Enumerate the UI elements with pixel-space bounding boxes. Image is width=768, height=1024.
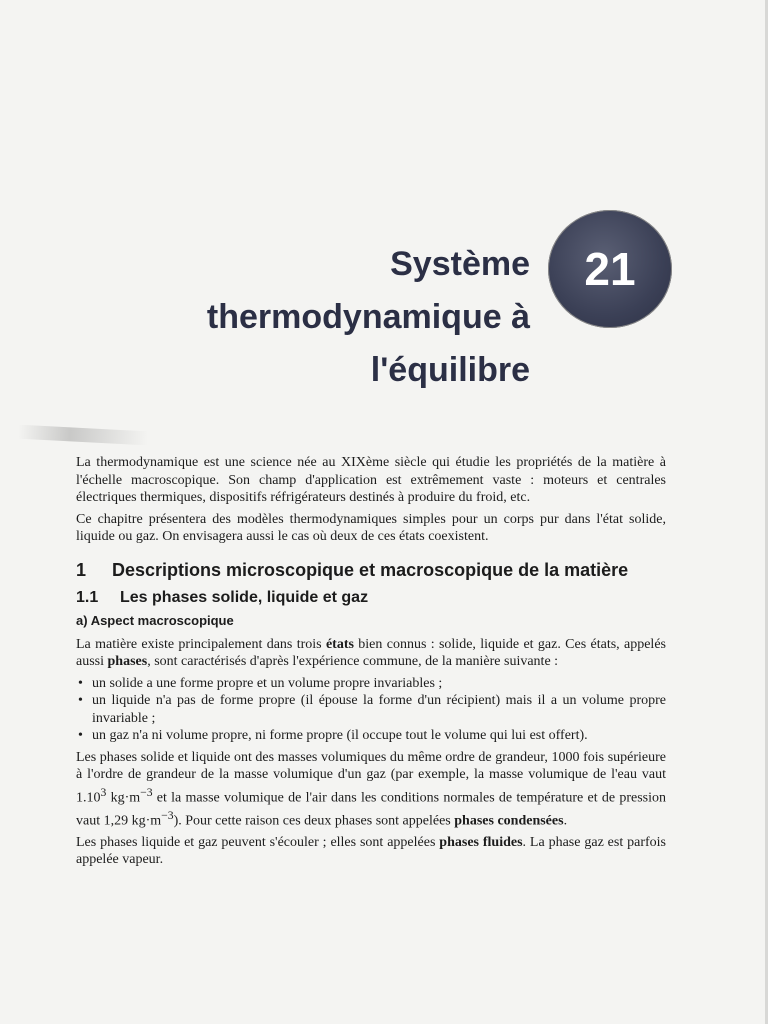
chapter-title-line-3: l'équilibre <box>370 351 530 389</box>
text-run: . La phase gaz est parfois appelée vapeur. <box>76 834 666 868</box>
section-1-number: 1 <box>76 559 87 580</box>
text-run: kg·m <box>106 790 141 806</box>
section-1-title: Descriptions microscopique et macroscopique de la matière <box>112 559 629 580</box>
text-run: Les phases solide et liquide ont des masses volumiques du même ordre de grandeur, 1000 fois supérieure à l'ordre de grandeur de la masse volumique d'un gaz (par exemple, la masse volumique de l'eau vaut 1.10 <box>76 749 666 806</box>
chapter-title <box>207 238 530 397</box>
body-paragraph-1 <box>76 636 666 671</box>
section-1-1-title: Les phases solide, liquide et gaz <box>120 588 369 606</box>
chapter-title-line-2: thermodynamique à <box>206 298 530 336</box>
text-run: Les phases liquide et gaz peuvent s'écouler ; elles sont appelées <box>76 834 440 850</box>
intro-paragraph-1: La thermodynamique est une science née au XIXème siècle qui étudie les propriétés de la matière à l'échelle macroscopique. Son champ d'application est extrêmement vaste : moteurs et centrales électriques thermiques, dispositifs réfrigérateurs destinés à produire du froid, etc. <box>76 455 666 505</box>
text-run: , sont caractérisés d'après l'expérience commune, de la manière suivante : <box>147 654 559 669</box>
chapter-title-line-1: Système <box>390 245 530 283</box>
bold-term-phases-fluides: phases fluides <box>439 834 523 850</box>
list-item: • un solide a une forme propre et un volume propre invariables ; <box>76 675 666 693</box>
chapter-number-badge <box>548 210 672 328</box>
section-1-heading <box>76 560 666 581</box>
section-1-1-heading <box>76 589 666 607</box>
bold-term-etats: états <box>325 636 354 652</box>
body-paragraph-3 <box>76 834 666 869</box>
list-item: • un liquide n'a pas de forme propre (il épouse la forme d'un récipient) mais il a un volume propre invariable ; <box>76 692 666 727</box>
bold-term-phases-condensees: phases condensées <box>454 813 564 829</box>
scan-smudge <box>18 425 149 446</box>
list-item: • un gaz n'a ni volume propre, ni forme propre (il occupe tout le volume qui lui est offert). <box>76 727 666 745</box>
text-run: ). Pour cette raison ces deux phases sont appelées <box>173 813 455 829</box>
body-paragraph-2 <box>76 749 666 830</box>
text-run: bien connus : solide, liquide et gaz. Ces états, appelés aussi <box>76 636 666 669</box>
text-run: . <box>563 813 568 829</box>
chapter-content <box>76 454 666 873</box>
exponent: −3 <box>140 785 153 799</box>
exponent: −3 <box>161 808 174 822</box>
section-1-1-number: 1.1 <box>76 588 99 606</box>
subsection-a-heading: a) Aspect macroscopique <box>76 613 234 628</box>
text-run: et la masse volumique de l'air dans les conditions normales de température et de pression vaut 1,29 kg·m <box>76 790 666 829</box>
text-run: La matière existe principalement dans trois <box>76 636 326 652</box>
intro-paragraph-2: Ce chapitre présentera des modèles thermodynamiques simples pour un corps pur dans l'état solide, liquide ou gaz. On envisagera aussi le cas où deux de ces états coexistent. <box>76 511 666 544</box>
chapter-number: 21 <box>584 243 636 295</box>
bold-term-phases: phases <box>107 654 148 669</box>
exponent: 3 <box>100 785 107 799</box>
phases-list <box>76 675 666 745</box>
